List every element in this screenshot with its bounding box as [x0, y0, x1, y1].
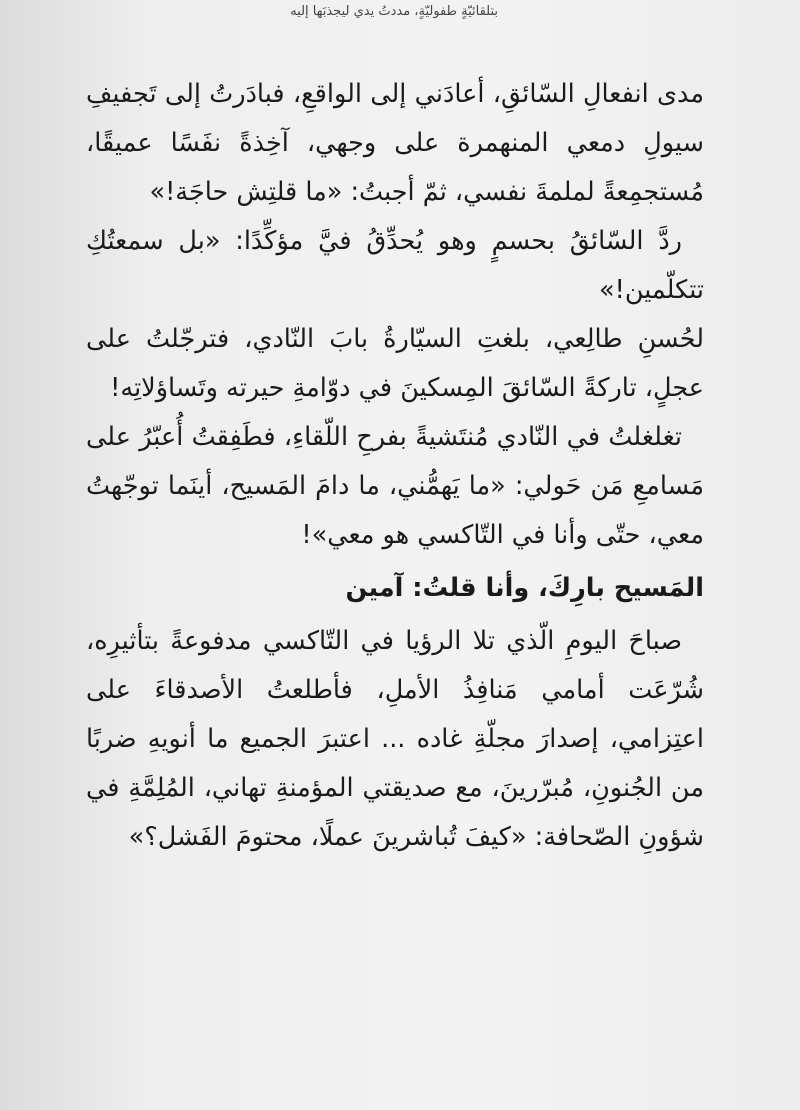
- running-header: بتلقائيّةٍ طفوليّةٍ، مددتُ يدي ليجذبَها إليه: [290, 4, 498, 19]
- paragraph-3: لحُسنِ طالِعي، بلغتِ السيّارةُ بابَ النّادي، فترجّلتُ على عجلٍ، تاركةً السّائقَ المِسكينَ في دوّامةِ حيرته وتَساؤلاتِه!: [86, 324, 704, 403]
- body-text: [86, 70, 704, 862]
- paragraph-2: ردَّ السّائقُ بحسمٍ وهو يُحدِّقُ فيَّ مؤكِّدًا: «بل سمعتُكِ تتكلّمين!»: [86, 226, 704, 305]
- section-heading: المَسيح بارِكَ، وأنا قلتُ: آمين: [345, 573, 704, 603]
- paragraph-4: تغلغلتُ في النّادي مُنتَشيةً بفرحِ اللّقاءِ، فطَفِقتُ أُعبّرُ على مَسامعِ مَن حَولي: «ما يَهمُّني، ما دامَ المَسيح، أينَما توجّهتُ معي، حتّى وأنا في التّاكسي هو معي»!: [86, 422, 704, 550]
- paragraph-5: صباحَ اليومِ الّذي تلا الرؤيا في التّاكسي مدفوعةً بتأثيرِه، شُرّعَت أمامي مَنافِذُ الأملِ، فأطلعتُ الأصدقاءَ على اعتِزامي، إصدارَ مجلّةِ غاده ... اعتبرَ الجميع ما أنويهِ ضربًا من الجُنونِ، مُبرّرينَ، مع صديقتي المؤمنةِ تهاني، المُلِمَّةِ في شؤونِ الصّحافة: «كيفَ تُباشرينَ عملًا، محتومَ الفَشل؟»: [86, 626, 704, 852]
- paragraph-1: مدى انفعالِ السّائقِ، أعادَني إلى الواقعِ، فبادَرتُ إلى تَجفيفِ سيولِ دمعي المنهمرة على وجهي، آخِذةً نفَسًا عميقًا، مُستجمِعةً لملمةَ نفسي، ثمّ أجبتُ: «ما قلتِش حاجَة!»: [86, 79, 704, 207]
